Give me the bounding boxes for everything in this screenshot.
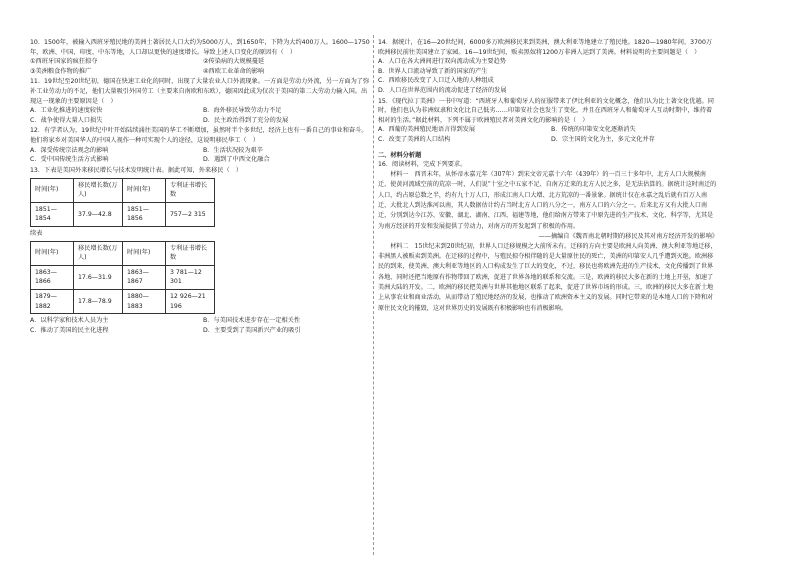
q11-options [30, 106, 370, 125]
q16-stem: 16．阅读材料，完成下列要求。 [378, 161, 467, 169]
q12-option-c: C．受中国传统生活方式影响 [30, 156, 109, 164]
table-cell: 1863—1866 [31, 265, 74, 289]
q15-option-d: D．宗主国的文化为主，多元文化并存 [551, 136, 655, 144]
q15-options [378, 125, 718, 144]
table-header-cell: 时间(年) [123, 178, 166, 202]
table-cell: 3 781—12 301 [166, 265, 215, 289]
table-header-cell: 时间(年) [123, 241, 166, 265]
q10-option-4: ④西欧工业革命的影响 [203, 67, 265, 75]
table-header-cell: 时间(年) [31, 178, 74, 202]
table-cell: 17.8—78.9 [74, 290, 123, 314]
q14-option-a: A．人口在各大洲间进行双向流动成为主要趋势 [378, 58, 506, 66]
table-continued-label: 续表 [30, 229, 43, 237]
table-cell: 37.9—42.8 [74, 202, 123, 226]
q11-stem: 11．19世纪至20世纪初，德国在快速工业化的同时，出现了大量农业人口外流现象。一方面是劳动力外流，另一方面为了弥补工业劳动力的不足，他们大量吸引外国劳工（主要来自南欧和东欧），德国因此成为仅次于美国的第二大劳动力输入国。出现这一现象的主要原因是（ ） [30, 78, 370, 105]
material-one-source: ——摘编自《魏晋南北朝时期的移民及其对南方经济开发的影响》 [538, 233, 718, 241]
table-header-row [31, 241, 215, 265]
table-row [31, 202, 215, 226]
q15-option-c: C．改变了美洲的人口结构 [378, 136, 451, 144]
question-11 [30, 77, 370, 125]
q14-options [378, 57, 718, 95]
q14-option-c: C．西欧移民改变了人口迁入地的人种组成 [378, 77, 494, 85]
table-header-row [31, 178, 215, 202]
q11-option-b: B．海外移民导致劳动力不足 [203, 107, 282, 115]
table-cell: 1851—1856 [123, 202, 166, 226]
q13-option-b: B．与美国技术进步存在一定相关性 [203, 317, 301, 325]
right-column [378, 38, 718, 315]
question-12 [30, 126, 370, 164]
column-divider [373, 35, 374, 555]
q14-option-b: B．世界人口流动导致了新的国家的产生 [378, 67, 488, 75]
q12-stem: 12．有学者认为，19世纪中叶开始陆续涌往美国的华工不断增加，虽然时半个多世纪，经济上也有一番自己的事业和奋斗。他们将家乡对美国华人的中国人视作一种可实现个人的途径，这说明移民华工（ ） [30, 127, 368, 145]
section-heading: 二、材料分析题 [378, 151, 422, 159]
q13-options [30, 316, 370, 335]
q10-stem: 10．1500年，被输入西班牙殖民地的美洲土著居民人口大约为5000万人，到1650年，下降为大约400万人。1600—1750年，欧洲、中国、印度、中东等地，人口却以更快的速度增长。导致上述人口变化的原因有（ ） [30, 39, 370, 56]
q14-stem: 14．据统计，在16—20世纪间，6000多万欧洲移民来到美洲，澳大利亚等地建立了殖民地。1820—1980年间，3700万欧洲移民前往美国建立了家园。16—19世纪间，贩卖黑奴将1200万非洲人运到了美洲。材料说明的主要问题是（ ） [378, 39, 713, 56]
q15-option-b: B．传统的印第安文化逐渐消失 [551, 126, 636, 134]
table-cell: 12 926—21 196 [166, 290, 215, 314]
q13-option-d: D．主要受到了美国新兴产业的吸引 [203, 326, 301, 334]
q10-option-1: ①西班牙国家的疯狂掠夺 [30, 58, 98, 66]
q10-option-3: ③美洲粮食作物的推广 [30, 67, 92, 75]
table-cell: 757—2 315 [166, 202, 215, 226]
migration-table-continued [30, 241, 215, 315]
table-row [31, 290, 215, 314]
question-15 [378, 97, 718, 145]
material-one: 材料一 西晋末年，从怀帝永嘉元年（307年）到宋文帝元嘉十六年（439年）的一百三十多年中，北方人口大规模南迁，使黄河流域空前的荒凉一时，人们说“十室之中五家不足、自南方迁来的北方人民之多，是无法估算的。据统计这时南迁的人口，约占原总数之半，约有九十万人口，形成江南人口大增、北方荒凉的一番景象。据统计仅在永嘉之乱后就有百万人南迁，大批北人到达淮河以南，其人数据估计约占当时北方人口的八分之一，南方人口的六分之一。后来北方又有大批人口南迁，分别到达今江苏、安徽、湖北、湖南、江西、福建等地，他们给南方带来了中原先进的生产技术、文化、科学等，尤其是为南方经济的开发和发展提供了劳动力，对南方的开发起到了积极的作用。 [378, 170, 717, 230]
q10-options [30, 57, 370, 76]
q10-option-2: ②传染病的大规模蔓延 [203, 58, 265, 66]
q15-option-a: A．西葡的美洲殖民地语言得到发展 [378, 126, 476, 134]
table-cell: 17.6—31.9 [74, 265, 123, 289]
q13-stem: 13．下表是美国外来移民增长与技术发明统计表。据此可知，外来移民（ ） [30, 166, 243, 174]
q13-option-c: C．推动了美国的民主化进程 [30, 326, 109, 334]
question-13 [30, 166, 370, 336]
q12-option-b: B．生活状况较为艰辛 [203, 146, 263, 154]
question-14 [378, 38, 718, 96]
q11-option-a: A．工业化推进的速度较快 [30, 107, 103, 115]
q14-option-d: D．人口在世界范围内的流动促进了经济的发展 [378, 87, 507, 95]
left-column [30, 38, 370, 336]
q13-option-a: A．以科学家和技术人员为主 [30, 317, 109, 325]
q11-option-c: C．战争使得大量人口损失 [30, 116, 103, 124]
table-header-cell: 专利证书增长数 [166, 241, 215, 265]
table-cell: 1863—1867 [123, 265, 166, 289]
table-header-cell: 专利证书增长数 [166, 178, 215, 202]
question-16 [378, 160, 718, 314]
q15-stem: 15．《现代拉丁美洲》一书中写道：“西班牙人和葡萄牙人的征服带来了伊比利亚的文化概念，他们认为比土著文化优越。同时，他们也认为非洲奴隶和文化比自己低劣……印第安社会也发生了变化，并且在西班牙人和葡萄牙人互动时期中，维持着相对的生活。”据此材料，下列不属于欧洲殖民者对美洲文化的影响的是（ ） [378, 97, 714, 124]
table-cell: 1880—1883 [123, 290, 166, 314]
table-row [31, 265, 215, 289]
table-cell: 1851—1854 [31, 202, 74, 226]
q12-option-d: D．遇到了中西文化融合 [203, 156, 270, 164]
material-two: 材料二 15世纪末到20世纪初，世界人口迁移规模之大前所未有。迁移的方向主要是欧洲人向美洲、澳大利亚等地迁移，非洲黑人被贩卖到美洲。在迁移的过程中，与殖民掠夺相伴随的是大量原住民的死亡，美洲的印第安人几乎遭到灭绝。欧洲移民的到来，使美洲、澳大利亚等地区的人口构成发生了巨大的变化，不过，移民也将欧洲先进的生产技术、文化传播到了世界各地，同时还把当地原有作物带回了欧洲，促进了世界各地的联系和交流。三是，欧洲的移民大多在新的土地上开垦，加速了美洲大陆的开发。二，欧洲的移民把美洲与世界其他地区联系了起来，促进了世界市场的形成。三，欧洲的移民大多在新土地上从事农业和商业活动，从而带动了殖民地经济的发展，也推动了欧洲资本主义的发展。同时它带来的是本地人口的下降和对原住民文化的摧毁，这对世界历史的发展既有积极影响也有消极影响。 [378, 242, 717, 312]
table-header-cell: 时间(年) [31, 241, 74, 265]
table-header-cell: 移民增长数(万人) [74, 241, 123, 265]
q11-option-d: D．民主政治得到了充分的发展 [203, 116, 289, 124]
q12-option-a: A．深受传统宗法观念的影响 [30, 146, 109, 154]
migration-table [30, 178, 215, 227]
table-cell: 1879—1882 [31, 290, 74, 314]
table-header-cell: 移民增长数(万人) [74, 178, 123, 202]
q12-options [30, 146, 370, 165]
question-10 [30, 38, 370, 76]
